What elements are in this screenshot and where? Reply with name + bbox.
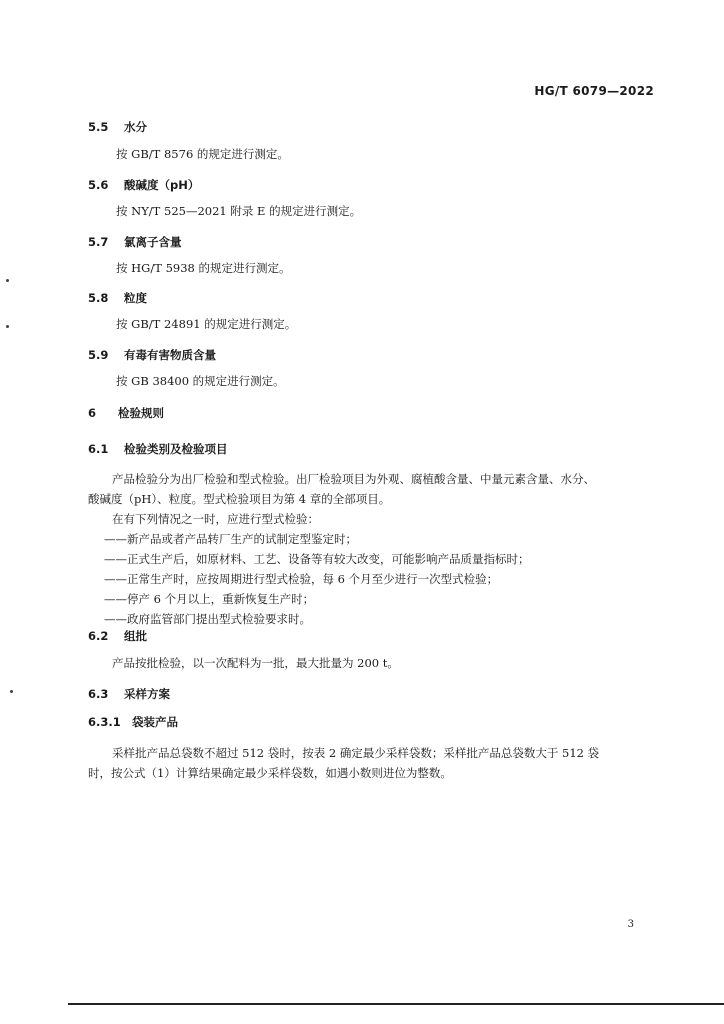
section-6-3-1-body	[88, 743, 668, 783]
section-number: 6.1	[88, 442, 109, 456]
section-title: 组批	[124, 629, 147, 643]
section-number: 5.8	[88, 291, 109, 305]
section-6-3-1-heading	[88, 714, 178, 730]
section-number: 6.2	[88, 629, 109, 643]
section-title: 酸碱度（pH）	[124, 178, 200, 192]
section-5-6-heading	[88, 177, 199, 193]
section-title: 袋装产品	[132, 715, 178, 729]
section-number: 6.3.1	[88, 715, 121, 729]
section-6-3-heading	[88, 686, 170, 702]
section-5-9-heading	[88, 347, 216, 363]
section-5-6-body: 按 NY/T 525—2021 附录 E 的规定进行测定。	[116, 204, 362, 218]
section-6-heading	[88, 405, 164, 421]
section-5-5-body: 按 GB/T 8576 的规定进行测定。	[116, 147, 289, 161]
section-5-8-body: 按 GB/T 24891 的规定进行测定。	[116, 317, 297, 331]
section-6-2-body: 产品按批检验，以一次配料为一批，最大批量为 200 t。	[112, 656, 399, 670]
section-5-5-heading	[88, 119, 147, 135]
section-number: 5.6	[88, 178, 109, 192]
section-title: 有毒有害物质含量	[124, 348, 216, 362]
scan-speck	[6, 325, 9, 328]
section-5-7-body: 按 HG/T 5938 的规定进行测定。	[116, 261, 291, 275]
section-title: 粒度	[124, 291, 147, 305]
section-number: 6	[88, 406, 97, 420]
paragraph-line: 时，按公式（1）计算结果确定最少采样袋数，如遇小数则进位为整数。	[88, 766, 452, 780]
section-number: 5.7	[88, 235, 109, 249]
standard-code: HG/T 6079—2022	[534, 84, 654, 98]
footer-rule	[68, 1003, 724, 1005]
section-5-8-heading	[88, 290, 147, 306]
section-6-1-body	[88, 469, 668, 629]
list-item: ——正式生产后，如原材料、工艺、设备等有较大改变，可能影响产品质量指标时；	[104, 552, 530, 566]
section-title: 检验规则	[118, 406, 164, 420]
page-number: 3	[627, 919, 634, 930]
scan-speck	[10, 690, 13, 693]
paragraph-line: 产品检验分为出厂检验和型式检验。出厂检验项目为外观、腐植酸含量、中量元素含量、水分、	[112, 472, 595, 486]
list-item: ——正常生产时，应按周期进行型式检验，每 6 个月至少进行一次型式检验；	[104, 572, 499, 586]
section-title: 采样方案	[124, 687, 170, 701]
list-item: ——停产 6 个月以上，重新恢复生产时；	[104, 592, 315, 606]
section-title: 氯离子含量	[124, 235, 182, 249]
section-5-7-heading	[88, 234, 182, 250]
section-number: 5.5	[88, 120, 109, 134]
paragraph-line: 在有下列情况之一时，应进行型式检验：	[112, 512, 319, 526]
section-title: 水分	[124, 120, 147, 134]
list-item: ——新产品或者产品转厂生产的试制定型鉴定时；	[104, 532, 357, 546]
section-6-1-heading	[88, 441, 228, 457]
section-number: 6.3	[88, 687, 109, 701]
scan-speck	[6, 279, 9, 282]
section-6-2-heading	[88, 628, 147, 644]
paragraph-line: 酸碱度（pH）、粒度。型式检验项目为第 4 章的全部项目。	[88, 492, 391, 506]
list-item: ——政府监管部门提出型式检验要求时。	[104, 612, 311, 626]
section-5-9-body: 按 GB 38400 的规定进行测定。	[116, 374, 285, 388]
paragraph-line: 采样批产品总袋数不超过 512 袋时，按表 2 确定最少采样袋数；采样批产品总袋数大于 512 袋	[112, 746, 600, 760]
section-title: 检验类别及检验项目	[124, 442, 228, 456]
section-number: 5.9	[88, 348, 109, 362]
